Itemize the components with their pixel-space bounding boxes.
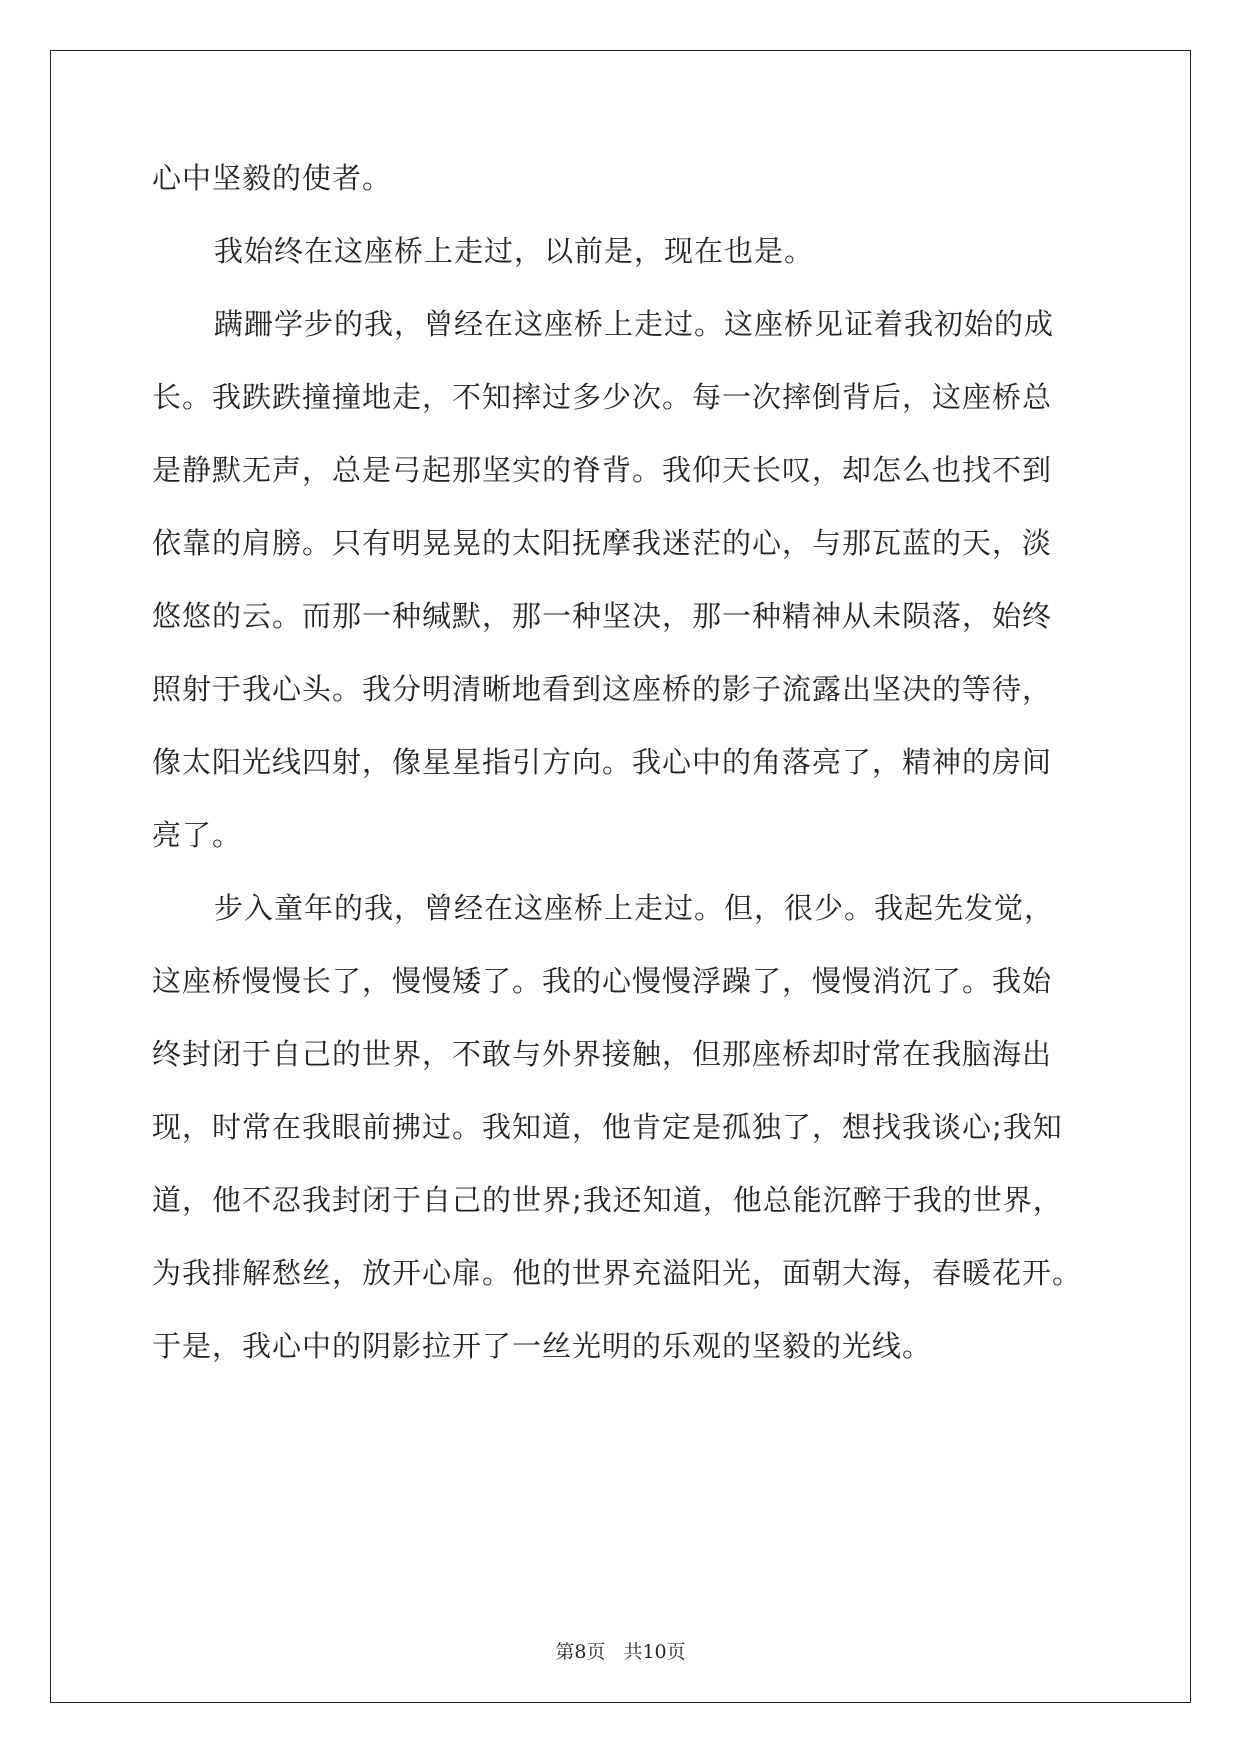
text-line: 亮了。 — [152, 818, 243, 852]
text-line: 道，他不忍我封闭于自己的世界;我还知道，他总能沉醉于我的世界， — [152, 1183, 1063, 1217]
text-line: 心中坚毅的使者。 — [152, 161, 393, 195]
text-line: 是静默无声，总是弓起那坚实的脊背。我仰天长叹，却怎么也找不到 — [152, 453, 1053, 487]
text-line: 为我排解愁丝，放开心扉。他的世界充溢阳光，面朝大海，春暖花开。 — [152, 1256, 1083, 1290]
text-line: 现，时常在我眼前拂过。我知道，他肯定是孤独了，想找我谈心;我知 — [152, 1110, 1063, 1144]
text-line: 蹒跚学步的我，曾经在这座桥上走过。这座桥见证着我初始的成 — [214, 307, 1055, 341]
text-line: 悠悠的云。而那一种缄默，那一种坚决，那一种精神从未陨落，始终 — [152, 599, 1053, 633]
text-line: 我始终在这座桥上走过，以前是，现在也是。 — [214, 234, 815, 268]
text-line: 于是，我心中的阴影拉开了一丝光明的乐观的坚毅的光线。 — [152, 1329, 933, 1363]
page-total: 共10页 — [623, 1641, 686, 1663]
page-border — [50, 50, 1191, 1703]
page-number: 第8页 — [555, 1641, 606, 1663]
text-line: 长。我跌跌撞撞地走，不知摔过多少次。每一次摔倒背后，这座桥总 — [152, 380, 1053, 414]
text-line: 照射于我心头。我分明清晰地看到这座桥的影子流露出坚决的等待， — [152, 672, 1053, 706]
text-line: 像太阳光线四射，像星星指引方向。我心中的角落亮了，精神的房间 — [152, 745, 1053, 779]
text-line: 终封闭于自己的世界，不敢与外界接触，但那座桥却时常在我脑海出 — [152, 1037, 1053, 1071]
text-line: 步入童年的我，曾经在这座桥上走过。但，很少。我起先发觉， — [214, 891, 1055, 925]
page-footer — [0, 1637, 1241, 1664]
text-line: 依靠的肩膀。只有明晃晃的太阳抚摩我迷茫的心，与那瓦蓝的天，淡 — [152, 526, 1053, 560]
text-line: 这座桥慢慢长了，慢慢矮了。我的心慢慢浮躁了，慢慢消沉了。我始 — [152, 964, 1053, 998]
